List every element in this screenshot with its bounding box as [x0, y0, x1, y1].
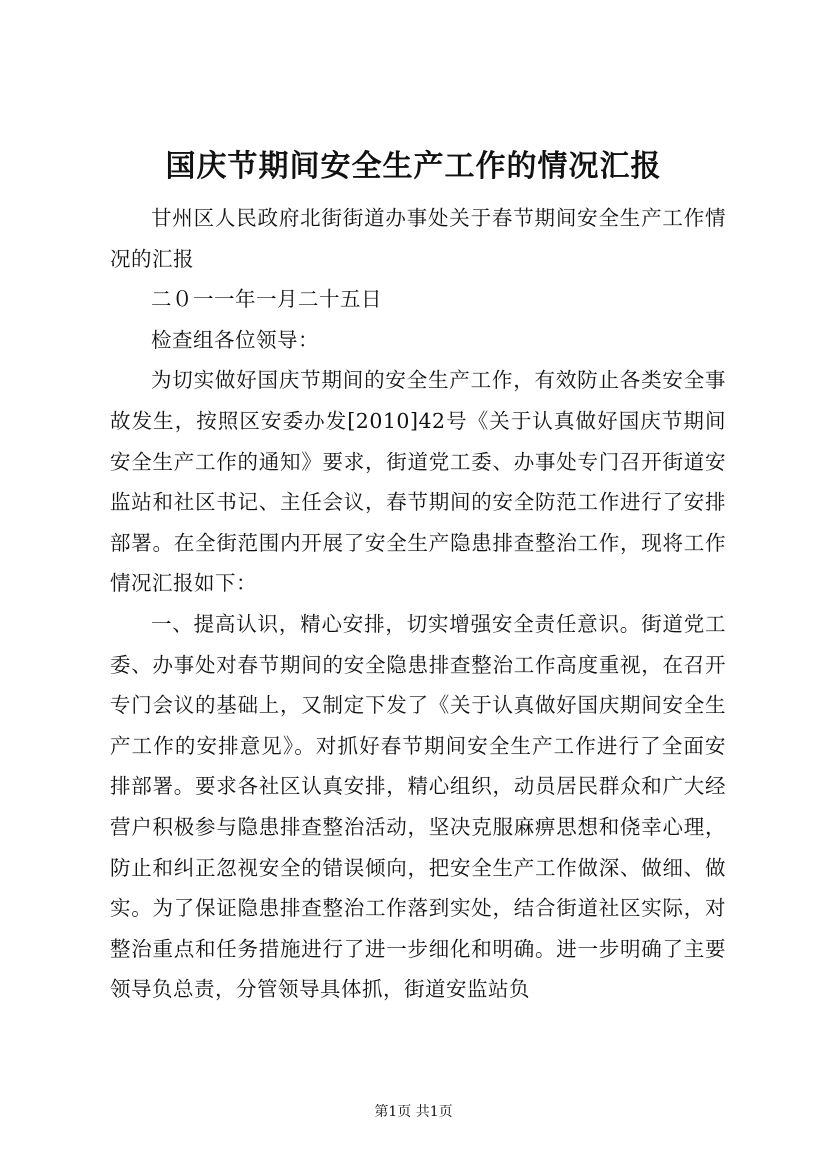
document-body	[110, 198, 726, 1010]
salutation-paragraph: 检查组各位领导：	[151, 327, 319, 352]
subtitle-paragraph: 甘州区人民政府北街街道办事处关于春节期间安全生产工作情况的汇报	[110, 206, 726, 271]
intro-paragraph: 为切实做好国庆节期间的安全生产工作，有效防止各类安全事故发生，按照区安委办发[2010]42号《关于认真做好国庆节期间安全生产工作的通知》要求，街道党工委、办事处专门召开街道安监站和社区书记、主任会议，春节期间的安全防范工作进行了安排部署。在全街范围内开展了安全生产隐患排查整治工作，现将工作情况汇报如下：	[110, 368, 726, 596]
section-one-paragraph: 一、提高认识，精心安排，切实增强安全责任意识。街道党工委、办事处对春节期间的安全隐患排查整治工作高度重视，在召开专门会议的基础上，又制定下发了《关于认真做好国庆期间安全生产工作的安排意见》。对抓好春节期间安全生产工作进行了全面安排部署。要求各社区认真安排，精心组织，动员居民群众和广大经营户积极参与隐患排查整治活动，坚决克服麻痹思想和侥幸心理，防止和纠正忽视安全的错误倾向，把安全生产工作做深、做细、做实。为了保证隐患排查整治工作落到实处，结合街道社区实际，对整治重点和任务措施进行了进一步细化和明确。进一步明确了主要领导负总责，分管领导具体抓，街道安监站负	[110, 611, 726, 1002]
page-footer: 第1页 共1页	[374, 1104, 453, 1120]
document-title: 国庆节期间安全生产工作的情况汇报	[165, 149, 662, 184]
date-paragraph: 二０一一年一月二十五日	[151, 287, 382, 312]
